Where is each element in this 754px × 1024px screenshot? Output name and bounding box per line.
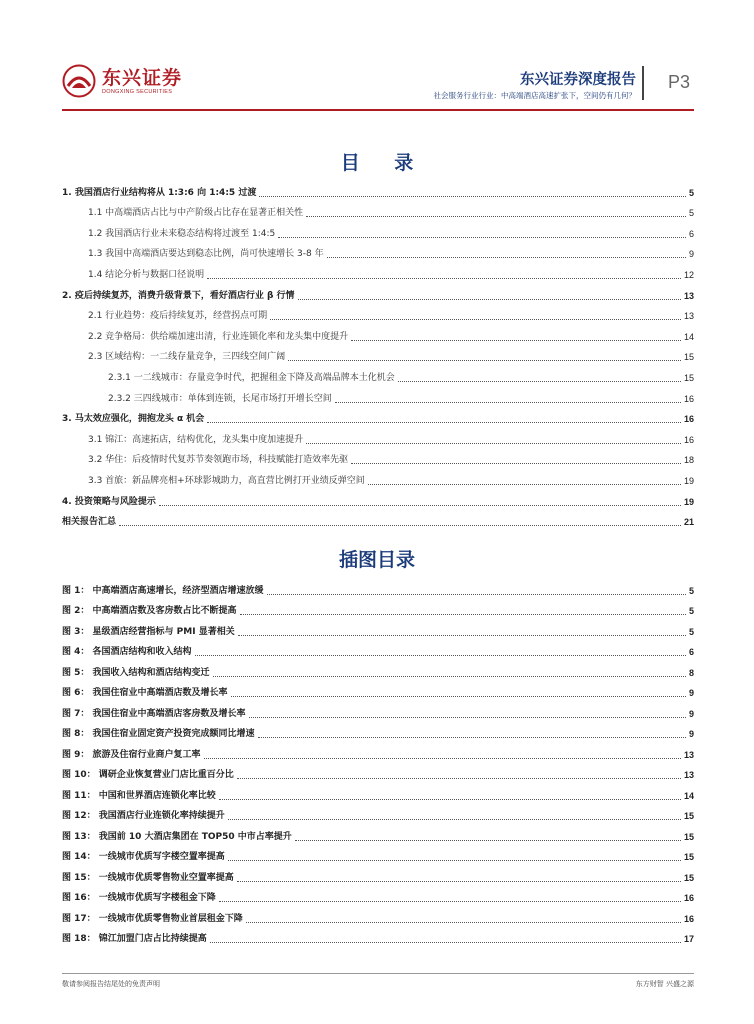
entry-page-number: 16 xyxy=(683,893,694,903)
figure-list xyxy=(62,576,694,945)
entry-page-number: 15 xyxy=(683,372,694,383)
entry-page-number: 9 xyxy=(688,708,694,719)
dot-leader xyxy=(258,737,686,738)
entry-label: 4. 投资策略与风险提示 xyxy=(62,496,156,507)
entry-label: 图 7： 我国住宿业中高端酒店客房数及增长率 xyxy=(62,708,246,719)
dot-leader xyxy=(219,901,681,902)
figure-list-item[interactable] xyxy=(62,761,694,782)
entry-label: 2.3 区域结构：一二线存量竞争，三四线空间广阔 xyxy=(62,352,287,363)
entry-page-number: 17 xyxy=(683,934,694,944)
dot-leader xyxy=(298,299,681,300)
entry-label: 图 15： 一线城市优质零售物业空置率提高 xyxy=(62,872,234,883)
toc-entry[interactable] xyxy=(62,302,694,323)
entry-page-number: 15 xyxy=(683,852,694,862)
dot-leader xyxy=(270,319,681,320)
logo-emblem-icon xyxy=(62,64,96,98)
page-header xyxy=(0,0,754,118)
figure-list-item[interactable] xyxy=(62,720,694,741)
dot-leader xyxy=(398,381,681,382)
entry-label: 1. 我国酒店行业结构将从 1:3:6 向 1:4:5 过渡 xyxy=(62,187,257,198)
toc-entry[interactable] xyxy=(62,219,694,240)
entry-page-number: 15 xyxy=(683,352,694,363)
entry-page-number: 5 xyxy=(688,606,694,616)
dot-leader xyxy=(246,922,681,923)
entry-page-number: 6 xyxy=(688,228,694,239)
entry-label: 图 18： 锦江加盟门店占比持续提高 xyxy=(62,934,207,944)
dot-leader xyxy=(335,402,681,403)
entry-label: 图 11： 中国和世界酒店连锁化率比较 xyxy=(62,790,216,801)
entry-label: 图 4： 各国酒店结构和收入结构 xyxy=(62,647,192,657)
figure-list-item[interactable] xyxy=(62,925,694,946)
entry-page-number: 13 xyxy=(683,770,694,780)
dot-leader xyxy=(213,676,686,677)
dot-leader xyxy=(295,840,681,841)
dot-leader xyxy=(119,525,681,526)
dot-leader xyxy=(207,422,681,423)
entry-label: 图 14： 一线城市优质写字楼空置率提高 xyxy=(62,852,225,862)
dot-leader xyxy=(327,257,686,258)
figure-list-item[interactable] xyxy=(62,843,694,864)
entry-label: 图 8： 我国住宿业固定资产投资完成额同比增速 xyxy=(62,729,255,739)
entry-page-number: 13 xyxy=(683,290,694,301)
dot-leader xyxy=(368,484,681,485)
entry-page-number: 16 xyxy=(683,913,694,924)
dot-leader xyxy=(278,237,686,238)
figure-list-item[interactable] xyxy=(62,822,694,843)
entry-label: 1.3 我国中高端酒店要达到稳态比例，尚可快速增长 3-8 年 xyxy=(62,249,326,260)
entry-label: 图 17： 一线城市优质零售物业首层租金下降 xyxy=(62,913,243,924)
figure-list-item[interactable] xyxy=(62,679,694,700)
dot-leader xyxy=(351,463,681,464)
entry-label: 图 6： 我国住宿业中高端酒店数及增长率 xyxy=(62,688,228,698)
dot-leader xyxy=(219,799,681,800)
entry-label: 1.2 我国酒店行业未来稳态结构将过渡至 1:4:5 xyxy=(62,229,277,240)
dot-leader xyxy=(228,819,681,820)
report-subtitle: 社会服务行业行业：中高端酒店高速扩张下，空间仍有几何？ xyxy=(433,91,636,100)
toc-entry[interactable] xyxy=(62,446,694,467)
dot-leader xyxy=(231,696,686,697)
entry-page-number: 19 xyxy=(683,475,694,486)
entry-page-number: 14 xyxy=(683,331,694,342)
toc-entry[interactable] xyxy=(62,405,694,426)
entry-label: 1.1 中高端酒店占比与中产阶级占比存在显著正相关性 xyxy=(62,208,305,219)
dot-leader xyxy=(306,443,681,444)
entry-page-number: 14 xyxy=(683,790,694,801)
dot-leader xyxy=(207,278,681,279)
entry-label: 1.4 结论分析与数据口径说明 xyxy=(62,270,206,281)
dot-leader xyxy=(238,635,686,636)
entry-label: 3.1 锦江：高速拓店，结构优化，龙头集中度加速提升 xyxy=(62,435,305,446)
dot-leader xyxy=(237,881,681,882)
figure-list-item[interactable] xyxy=(62,597,694,618)
entry-page-number: 13 xyxy=(683,749,694,760)
dot-leader xyxy=(306,216,686,217)
entry-page-number: 8 xyxy=(688,667,694,678)
dot-leader xyxy=(351,340,681,341)
figure-list-item[interactable] xyxy=(62,699,694,720)
entry-label: 图 3： 星级酒店经营指标与 PMI 显著相关 xyxy=(62,626,235,637)
entry-label: 2.2 竞争格局：供给端加速出清，行业连锁化率和龙头集中度提升 xyxy=(62,332,350,343)
entry-page-number: 18 xyxy=(683,455,694,466)
dot-leader xyxy=(195,655,686,656)
entry-label: 图 1： 中高端酒店高速增长，经济型酒店增速放缓 xyxy=(62,585,264,596)
dot-leader xyxy=(210,942,681,943)
dot-leader xyxy=(228,860,681,861)
figure-list-item[interactable] xyxy=(62,802,694,823)
company-slogan: 东方财智 兴盛之源 xyxy=(635,980,694,988)
entry-label: 图 12： 我国酒店行业连锁化率持续提升 xyxy=(62,811,225,821)
entry-page-number: 9 xyxy=(688,688,694,698)
entry-label: 2.3.2 三四线城市：单体到连锁，长尾市场打开增长空间 xyxy=(62,394,334,405)
entry-page-number: 5 xyxy=(688,187,694,198)
entry-page-number: 9 xyxy=(688,249,694,260)
toc-entry[interactable] xyxy=(62,281,694,302)
toc-title: 目 录 xyxy=(340,152,428,174)
figure-list-item[interactable] xyxy=(62,781,694,802)
toc-entry[interactable] xyxy=(62,487,694,508)
entry-label: 图 13： 我国前 10 大酒店集团在 TOP50 中市占率提升 xyxy=(62,831,292,842)
dot-leader xyxy=(204,758,681,759)
toc-entry[interactable] xyxy=(62,322,694,343)
entry-page-number: 15 xyxy=(683,872,694,883)
entry-page-number: 5 xyxy=(688,585,694,596)
dot-leader xyxy=(249,717,686,718)
logo-name-cn: 东兴证券 xyxy=(102,66,183,89)
toc-entry[interactable] xyxy=(62,466,694,487)
figure-list-item[interactable] xyxy=(62,904,694,925)
figure-list-item[interactable] xyxy=(62,884,694,905)
entry-label: 图 16： 一线城市优质写字楼租金下降 xyxy=(62,893,216,903)
toc-entry[interactable] xyxy=(62,199,694,220)
dot-leader xyxy=(288,360,681,361)
logo-name-en: DONGXING SECURITIES xyxy=(102,88,173,95)
entry-page-number: 16 xyxy=(683,414,694,425)
header-rule xyxy=(62,109,694,111)
figure-list-item[interactable] xyxy=(62,740,694,761)
dot-leader xyxy=(240,614,686,615)
entry-label: 2.1 行业趋势：疫后持续复苏，经营拐点可期 xyxy=(62,311,269,322)
entry-page-number: 15 xyxy=(683,811,694,821)
toc-entry[interactable] xyxy=(62,384,694,405)
toc-entry[interactable] xyxy=(62,425,694,446)
dot-leader xyxy=(267,594,686,595)
figure-list-title: 插图目录 xyxy=(338,549,415,571)
dot-leader xyxy=(259,196,686,197)
disclaimer-note: 敬请参阅报告结尾处的免责声明 xyxy=(62,980,160,988)
entry-label: 图 5： 我国收入结构和酒店结构变迁 xyxy=(62,667,210,678)
figure-list-item[interactable] xyxy=(62,576,694,597)
entry-page-number: 9 xyxy=(688,729,694,739)
table-of-contents xyxy=(62,178,694,528)
toc-entry[interactable] xyxy=(62,508,694,529)
entry-page-number: 15 xyxy=(683,831,694,842)
figure-list-item[interactable] xyxy=(62,638,694,659)
entry-page-number: 5 xyxy=(688,626,694,637)
toc-entry[interactable] xyxy=(62,240,694,261)
entry-label: 3.2 华住：后疫情时代复苏节奏领跑市场，科技赋能打造效率先驱 xyxy=(62,455,350,466)
entry-label: 3. 马太效应强化，拥抱龙头 α 机会 xyxy=(62,414,205,425)
entry-page-number: 16 xyxy=(683,434,694,445)
toc-entry[interactable] xyxy=(62,178,694,199)
entry-label: 图 2： 中高端酒店数及客房数占比不断提高 xyxy=(62,606,237,616)
dot-leader xyxy=(237,778,681,779)
figure-list-item[interactable] xyxy=(62,863,694,884)
toc-entry[interactable] xyxy=(62,260,694,281)
page-number: P3 xyxy=(668,72,691,92)
entry-label: 图 10： 调研企业恢复营业门店比重百分比 xyxy=(62,770,234,780)
toc-entry[interactable] xyxy=(62,343,694,364)
dot-leader xyxy=(159,505,681,506)
entry-label: 图 9： 旅游及住宿行业商户复工率 xyxy=(62,749,201,760)
footer-rule xyxy=(62,973,694,974)
entry-page-number: 21 xyxy=(683,517,694,528)
toc-entry[interactable] xyxy=(62,363,694,384)
figure-list-item[interactable] xyxy=(62,617,694,638)
company-logo xyxy=(62,64,182,98)
entry-page-number: 13 xyxy=(683,311,694,322)
entry-page-number: 16 xyxy=(683,393,694,404)
entry-page-number: 6 xyxy=(688,647,694,657)
figure-list-item[interactable] xyxy=(62,658,694,679)
entry-label: 2. 疫后持续复苏，消费升级背景下，看好酒店行业 β 行情 xyxy=(62,290,295,301)
header-divider xyxy=(642,66,644,100)
entry-page-number: 5 xyxy=(688,208,694,219)
report-title: 东兴证券深度报告 xyxy=(520,72,636,88)
entry-page-number: 12 xyxy=(683,269,694,280)
entry-page-number: 19 xyxy=(683,496,694,507)
entry-label: 3.3 首旅：新品牌亮相+环球影城助力，高直营比例打开业绩反弹空间 xyxy=(62,476,367,487)
entry-label: 相关报告汇总 xyxy=(62,517,117,528)
entry-label: 2.3.1 一二线城市：存量竞争时代，把握租金下降及高端品牌本土化机会 xyxy=(62,373,397,384)
